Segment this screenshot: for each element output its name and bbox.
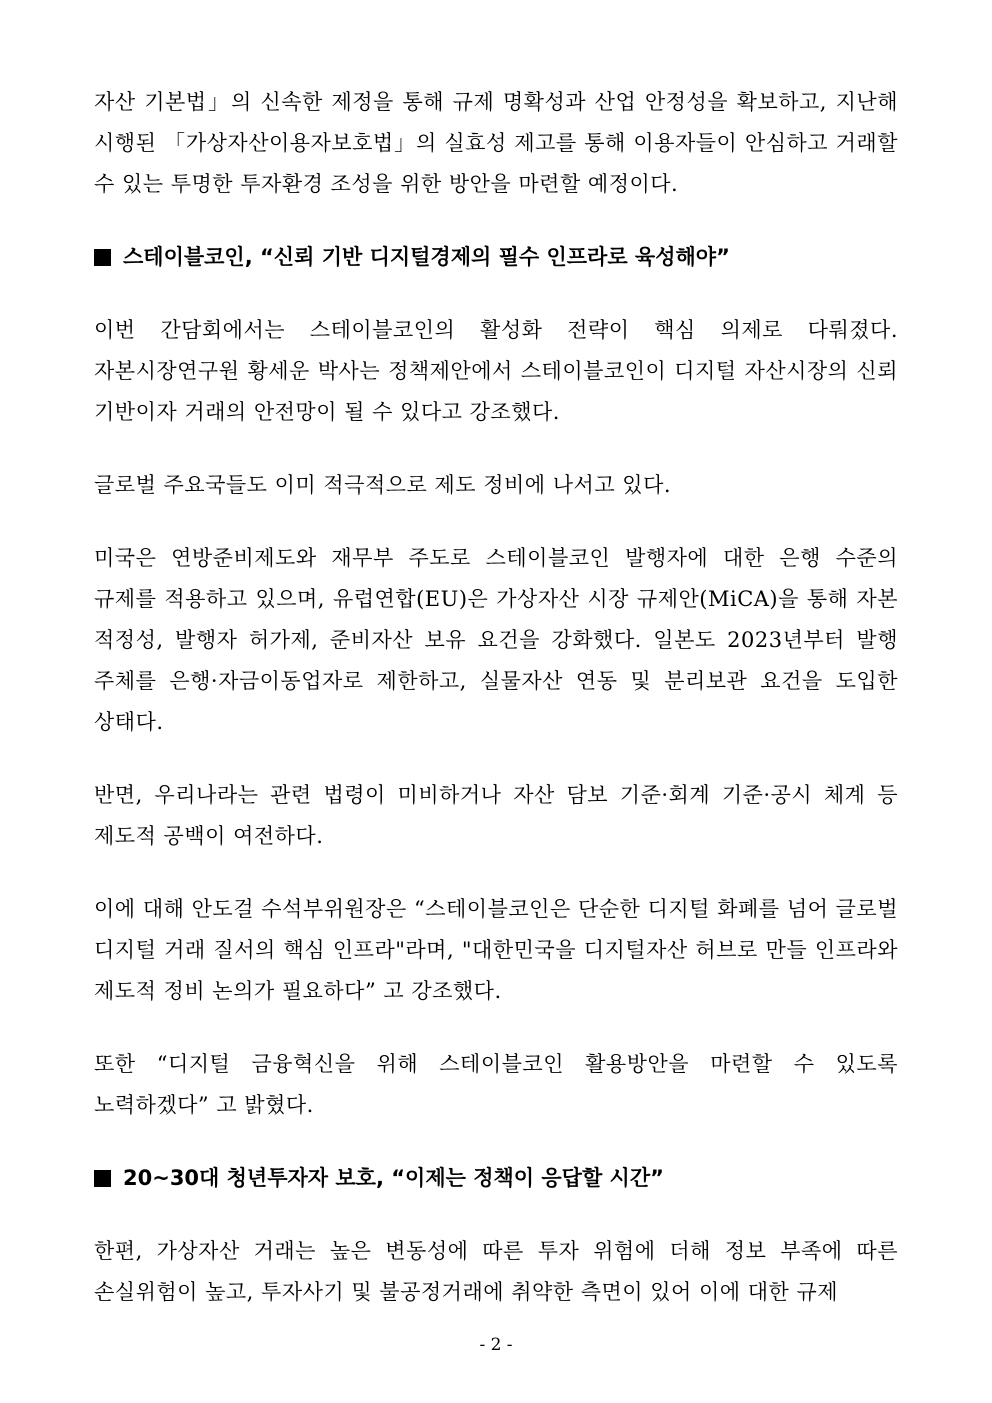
section-heading-young-investors-text: 20~30대 청년투자자 보호, “이제는 정책이 응답할 시간”: [123, 1166, 664, 1190]
paragraph-innovation-quote: 또한 “디지털 금융혁신을 위해 스테이블코인 활용방안을 마련할 수 있도록 노력하겠다” 고 밝혔다.: [94, 1052, 898, 1117]
paragraph-investor-risk: 한편, 가상자산 거래는 높은 변동성에 따른 투자 위험에 더해 정보 부족에 따른 손실위험이 높고, 투자사기 및 불공정거래에 취약한 측면이 있어 이에 대한 규제: [94, 1239, 898, 1304]
spacer: [94, 1199, 898, 1231]
spacer: [94, 1126, 898, 1158]
paragraph-korea-gap: 반면, 우리나라는 관련 법령이 미비하거나 자산 담보 기준·회계 기준·공시 체계 등 제도적 공백이 여전하다.: [94, 783, 898, 848]
section-heading-stablecoin: [94, 237, 898, 278]
paragraph-stablecoin-agenda: 이번 간담회에서는 스테이블코인의 활성화 전략이 핵심 의제로 다뤄졌다. 자본시장연구원 황세운 박사는 정책제안에서 스테이블코인이 디지털 자산시장의 신뢰 기반이자 거래의 안전망이 될 수 있다고 강조했다.: [94, 318, 898, 424]
paragraph-us-eu-japan: 미국은 연방준비제도와 재무부 주도로 스테이블코인 발행자에 대한 은행 수준의 규제를 적용하고 있으며, 유럽연합(EU)은 가상자산 시장 규제안(MiCA)을 통해 자본 적정성, 발행자 허가제, 준비자산 보유 요건을 강화했다. 일본도 2023년부터 발행 주체를 은행·자금이동업자로 제한하고, 실물자산 연동 및 분리보관 요건을 도입한 상태다.: [94, 546, 898, 734]
paragraph-global-regulation: 글로벌 주요국들도 이미 적극적으로 제도 정비에 나서고 있다.: [94, 473, 672, 497]
spacer: [94, 433, 898, 465]
spacer: [94, 205, 898, 237]
section-heading-stablecoin-text: 스테이블코인, “신뢰 기반 디지털경제의 필수 인프라로 육성해야”: [123, 245, 730, 269]
square-bullet-icon: [94, 249, 111, 266]
spacer: [94, 278, 898, 310]
spacer: [94, 1012, 898, 1044]
paragraph-vice-chair-quote: 이에 대해 안도걸 수석부위원장은 “스테이블코인은 단순한 디지털 화폐를 넘어 글로벌 디지털 거래 질서의 핵심 인프라"라며, "대한민국을 디지털자산 허브로 만들 인프라와 제도적 정비 논의가 필요하다” 고 강조했다.: [94, 897, 898, 1003]
paragraph-digital-asset-law: 자산 기본법」의 신속한 제정을 통해 규제 명확성과 산업 안정성을 확보하고, 지난해 시행된 「가상자산이용자보호법」의 실효성 제고를 통해 이용자들이 안심하고 거래할 수 있는 투명한 투자환경 조성을 위한 방안을 마련할 예정이다.: [94, 90, 898, 196]
spacer: [94, 743, 898, 775]
spacer: [94, 857, 898, 889]
square-bullet-icon: [94, 1170, 111, 1187]
spacer: [94, 506, 898, 538]
document-body: [94, 82, 898, 1313]
section-heading-young-investors: [94, 1158, 898, 1199]
page-number: - 2 -: [479, 1335, 513, 1355]
